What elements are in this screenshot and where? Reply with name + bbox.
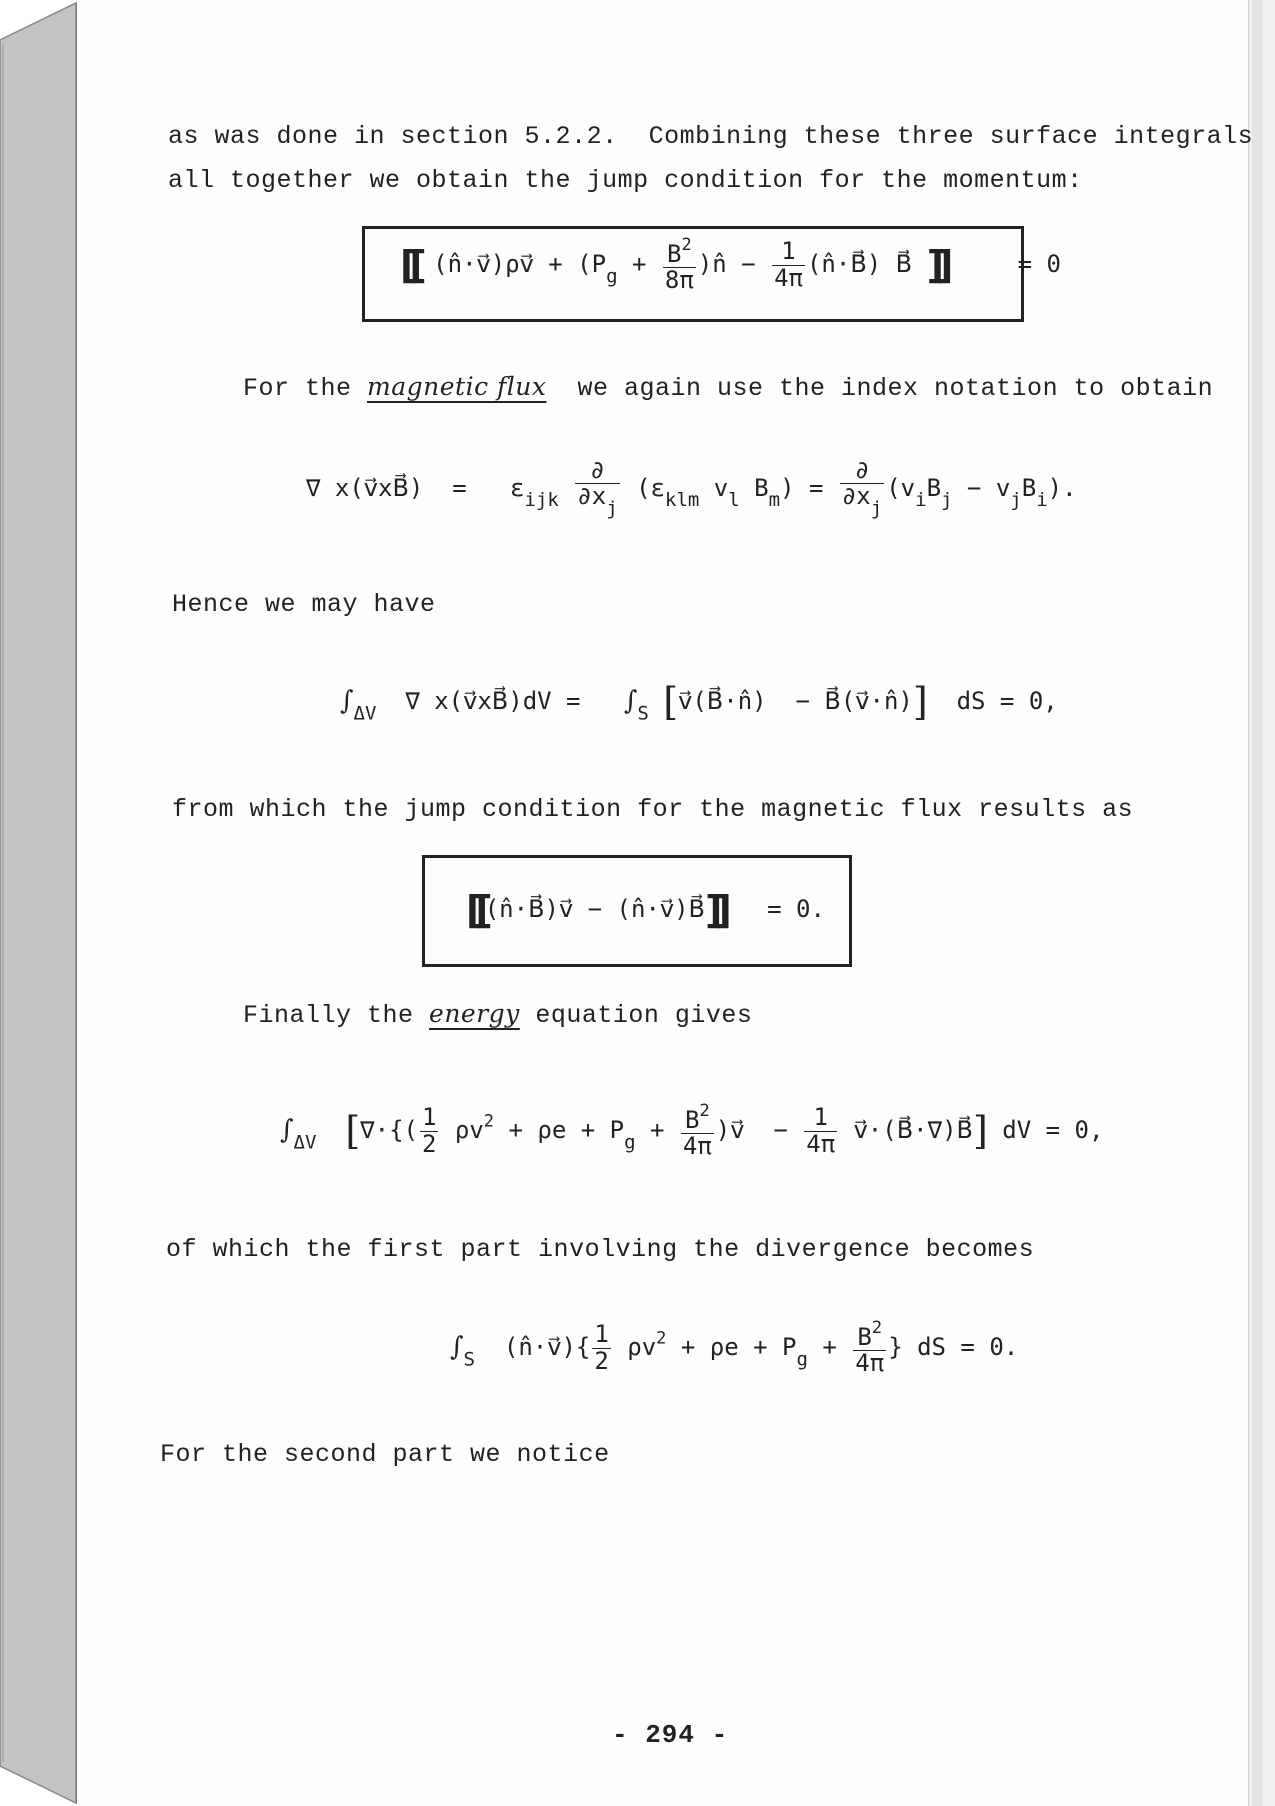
curl-index-equation: ∇ x(v⃗xB⃗) = $\varepsilon_{ijk}$ $\frac{\partial}{\partial x_j}$ ($\varepsilon_{klm}$ $v_l$ $B_m$) = $\frac{\partial}{\partial x_j}$ $(v_iB_j - v_jB_i)$. <box>306 456 1077 520</box>
page-edge-shadow <box>1252 0 1262 1806</box>
flux-integral-equation: $\int_{\Delta V}$ ∇ x(v⃗xB⃗)dV = $\int_S$ [v⃗(B⃗·n̂) − B⃗(v⃗·n̂)] dS = 0, <box>340 680 1058 725</box>
paragraph-line <box>243 372 1213 403</box>
flux-jump-equation: [[(n̂·B⃗)v⃗ − (n̂·v⃗)B⃗]] = 0. <box>466 888 825 932</box>
page-number: - 294 - <box>612 1720 729 1750</box>
paragraph-text: equation gives <box>519 1001 753 1030</box>
paragraph-line: as was done in section 5.2.2. Combining these three surface integrals <box>168 122 1254 151</box>
paragraph-line <box>243 999 752 1030</box>
paragraph-text: For the <box>243 374 368 403</box>
paragraph-line: from which the jump condition for the magnetic flux results as <box>172 795 1134 824</box>
emphasis-energy: energy <box>429 999 520 1028</box>
divergence-part-equation: $\int_S$ (n̂·v⃗){ $\frac{1}{2}$ $\rho v^2 + \rho e + P_g$ + $\frac{B^2}{4\pi}$ } dS = 0. <box>450 1318 1019 1378</box>
paragraph-text: Finally the <box>243 1001 430 1030</box>
paragraph-line: For the second part we notice <box>160 1440 610 1469</box>
paragraph-line: Hence we may have <box>172 590 436 619</box>
paragraph-line: all together we obtain the jump condition for the momentum: <box>168 166 1083 195</box>
emphasis-magnetic-flux: magnetic flux <box>367 372 547 401</box>
paragraph-line: of which the first part involving the divergence becomes <box>166 1235 1035 1264</box>
momentum-jump-equation: [[ (n̂·v⃗)ρv⃗ + ($P_g$ + $\frac{B^2}{8\pi}$ )n̂ − $\frac{1}{4\pi}$ (n̂·B⃗) B⃗ ]] = 0 <box>400 235 1061 295</box>
paragraph-text: we again use the index notation to obtain <box>546 374 1214 403</box>
book-spine <box>0 0 78 1806</box>
energy-integral-equation: $\int_{\Delta V}$ [∇·{( $\frac{1}{2}$ $\rho v^2 + \rho e + P_g$ + $\frac{B^2}{4\pi}$ )v⃗ − $\frac{1}{4\pi}$ v⃗·(B⃗·∇)B⃗] dV = 0, <box>280 1101 1104 1161</box>
